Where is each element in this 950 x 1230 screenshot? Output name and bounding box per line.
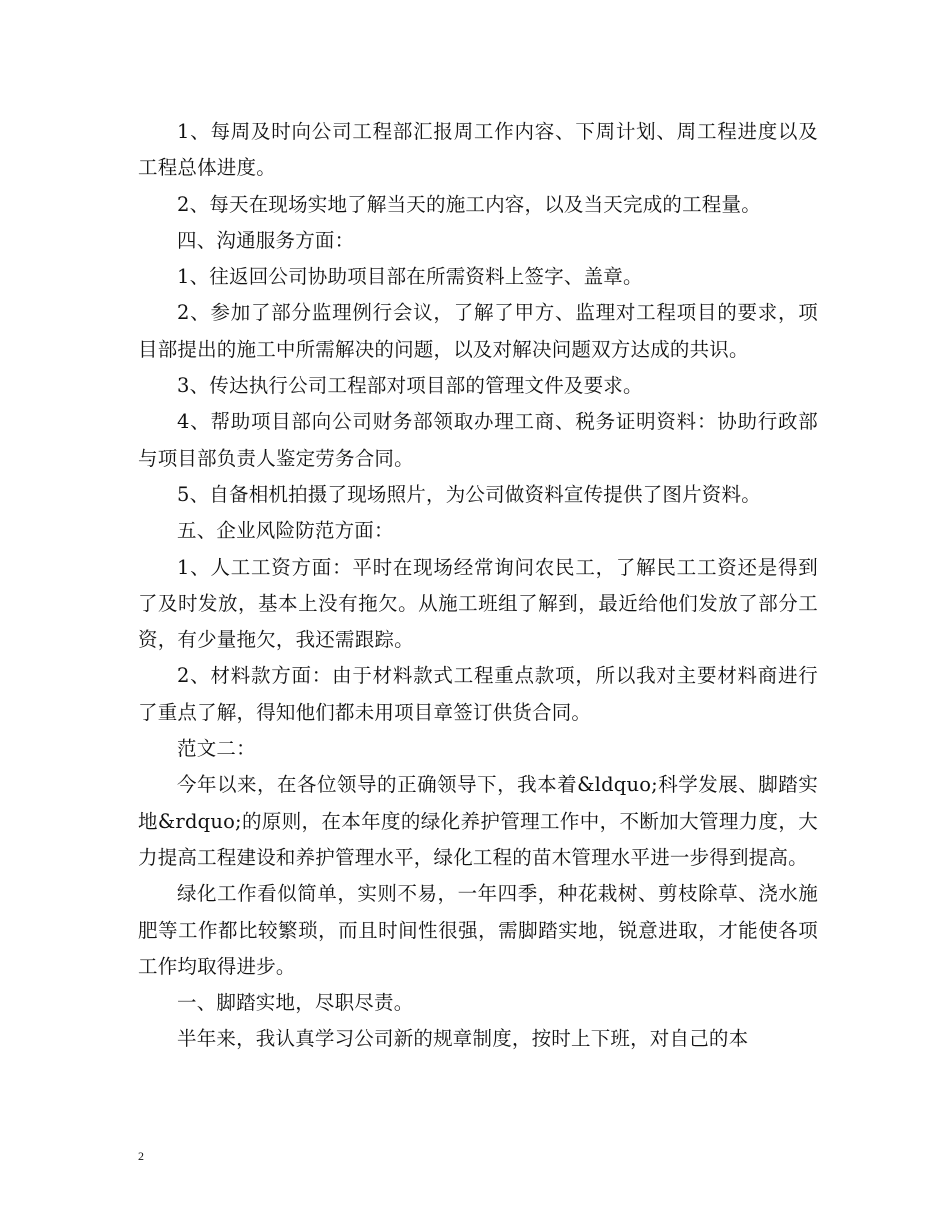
paragraph: 绿化工作看似简单，实则不易，一年四季，种花栽树、剪枝除草、浇水施肥等工作都比较繁琐，而且时间性很强，需脚踏实地，锐意进取，才能使各项工作均取得进步。 [138,882,818,978]
page-number: 2 [138,1149,144,1163]
paragraph: 1、人工工资方面：平时在现场经常询问农民工，了解民工工资还是得到了及时发放，基本上没有拖欠。从施工班组了解到，最近给他们发放了部分工资，有少量拖欠，我还需跟踪。 [138,555,818,652]
paragraph: 半年来，我认真学习公司新的规章制度，按时上下班，对自己的本 [177,1027,749,1051]
paragraph: 4、帮助项目部向公司财务部领取办理工商、税务证明资料：协助行政部与项目部负责人鉴定劳务合同。 [138,410,818,470]
paragraph: 3、传达执行公司工程部对项目部的管理文件及要求。 [177,374,643,398]
paragraph: 今年以来，在各位领导的正确领导下，我本着&ldquo;科学发展、脚踏实地&rdquo;的原则，在本年度的绿化养护管理工作中，不断加大管理力度，大力提高工程建设和养护管理水平，绿化工程的苗木管理水平进一步得到提高。 [138,773,818,869]
paragraph: 5、自备相机拍摄了现场照片，为公司做资料宣传提供了图片资料。 [177,482,761,506]
paragraph: 1、往返回公司协助项目部在所需资料上签字、盖章。 [177,265,643,289]
section-heading: 一、脚踏实地，尽职尽责。 [177,991,414,1015]
section-heading: 四、沟通服务方面： [177,228,355,252]
section-heading: 范文二： [177,737,256,761]
paragraph: 2、材料款方面：由于材料款式工程重点款项，所以我对主要材料商进行了重点了解，得知他们都未用项目章签订供货合同。 [138,664,818,724]
paragraph: 2、参加了部分监理例行会议，了解了甲方、监理对工程项目的要求，项目部提出的施工中所需解决的问题，以及对解决问题双方达成的共识。 [138,301,818,361]
paragraph: 2、每天在现场实地了解当天的施工内容，以及当天完成的工程量。 [177,192,761,216]
paragraph: 1、每周及时向公司工程部汇报周工作内容、下周计划、周工程进度以及工程总体进度。 [138,120,818,180]
section-heading: 五、企业风险防范方面： [177,519,394,543]
body-text [138,114,818,1058]
